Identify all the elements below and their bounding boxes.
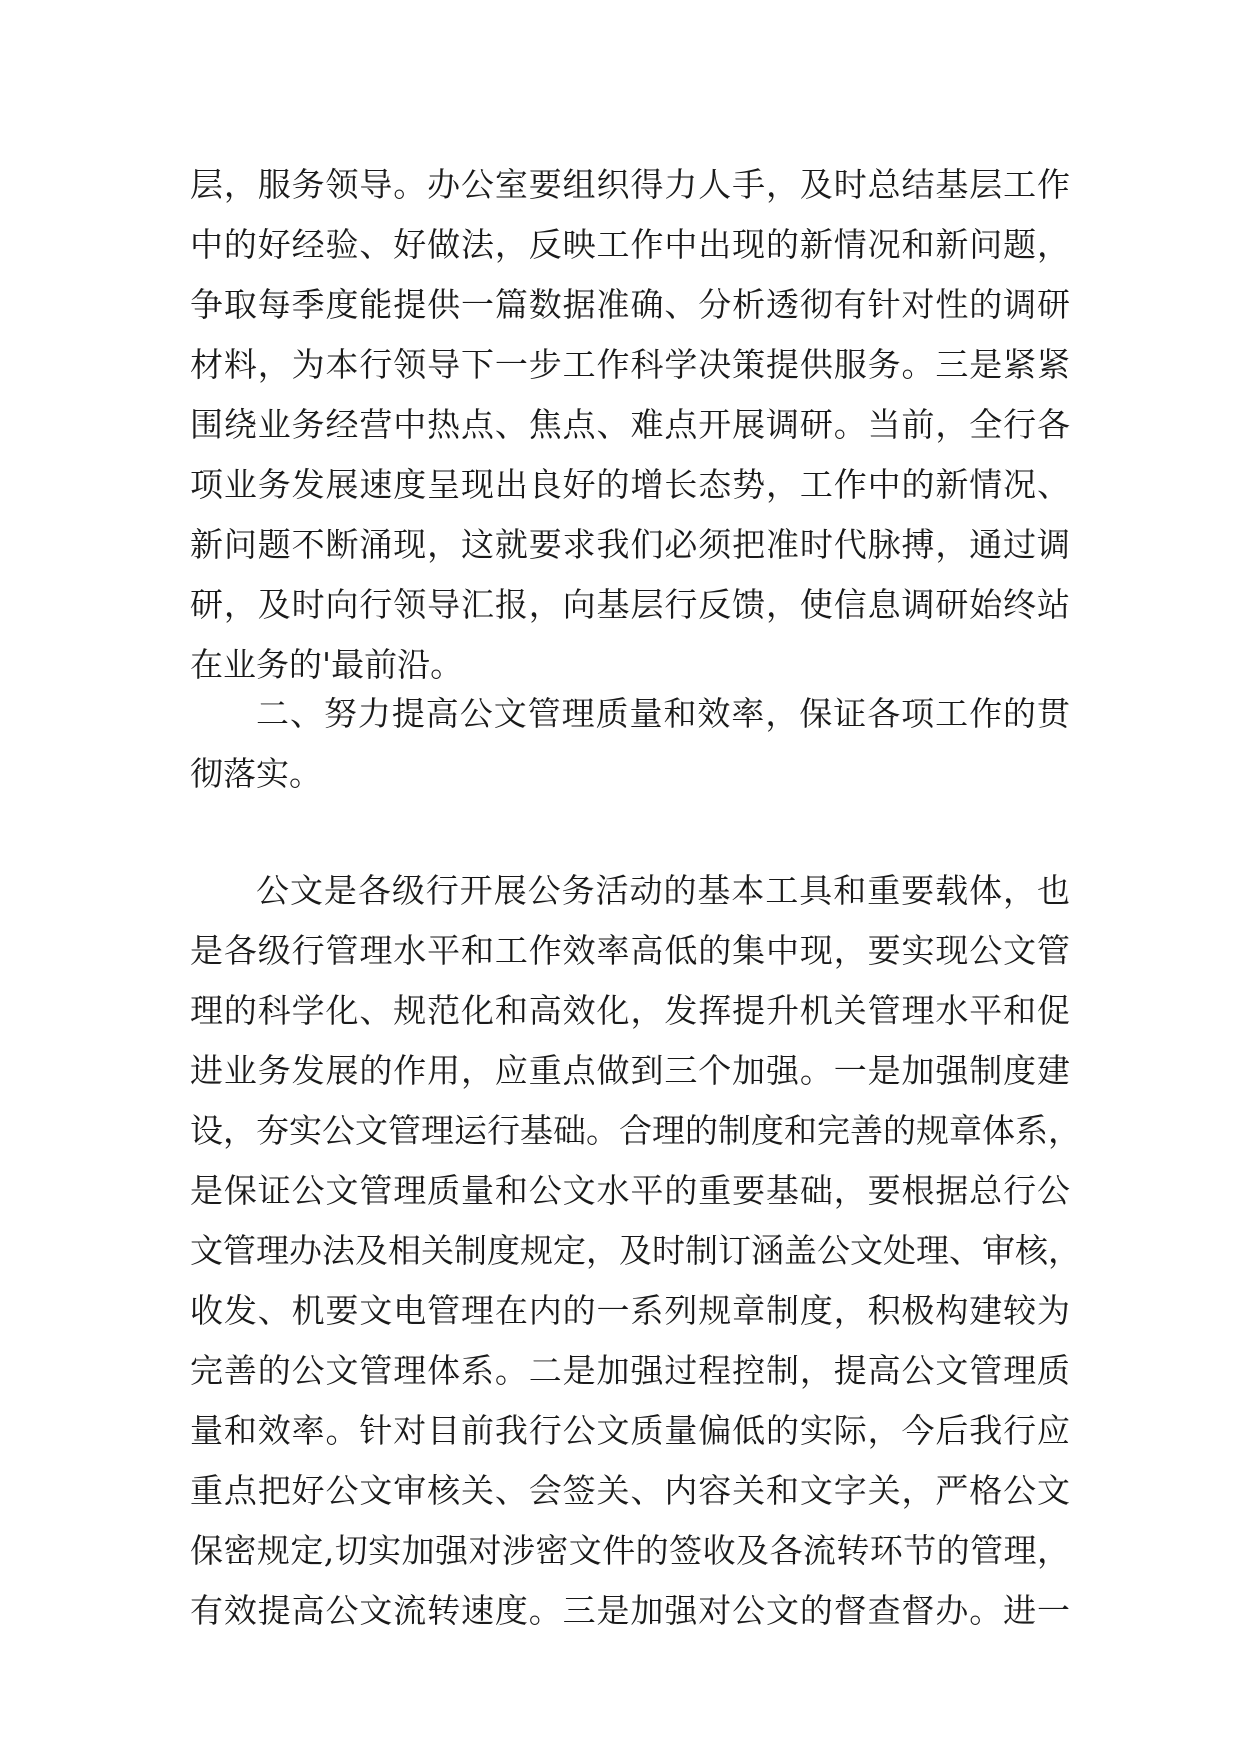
text-line: 研，及时向行领导汇报，向基层行反馈，使信息调研始终站 [190, 585, 1070, 624]
text-line: 项业务发展速度呈现出良好的增长态势，工作中的新情况、 [190, 465, 1070, 504]
text-line: 中的好经验、好做法，反映工作中出现的新情况和新问题， [190, 225, 1070, 264]
text-line: 进业务发展的作用，应重点做到三个加强。一是加强制度建 [190, 1051, 1070, 1090]
text-line: 彻落实。 [190, 754, 322, 793]
paragraph-document-management [190, 861, 1081, 1641]
text-line: 设，夯实公文管理运行基础。合理的制度和完善的规章体系， [190, 1111, 1081, 1150]
text-line: 争取每季度能提供一篇数据准确、分析透彻有针对性的调研 [190, 285, 1070, 324]
text-line: 围绕业务经营中热点、焦点、难点开展调研。当前，全行各 [190, 405, 1070, 444]
text-line: 有效提高公文流转速度。三是加强对公文的督查督办。进一 [190, 1591, 1070, 1630]
text-line: 保密规定,切实加强对涉密文件的签收及各流转环节的管理， [190, 1531, 1070, 1570]
text-line: 二、努力提高公文管理质量和效率，保证各项工作的贯 [256, 694, 1070, 733]
text-line: 文管理办法及相关制度规定，及时制订涵盖公文处理、审核， [190, 1231, 1081, 1270]
text-line: 是保证公文管理质量和公文水平的重要基础，要根据总行公 [190, 1171, 1070, 1210]
paragraph-research-continued [190, 155, 1070, 695]
text-line: 公文是各级行开展公务活动的基本工具和重要载体，也 [256, 871, 1070, 910]
text-line: 理的科学化、规范化和高效化，发挥提升机关管理水平和促 [190, 991, 1070, 1030]
text-line: 材料，为本行领导下一步工作科学决策提供服务。三是紧紧 [190, 345, 1070, 384]
text-line: 在业务的'最前沿。 [190, 645, 464, 684]
text-line: 收发、机要文电管理在内的一系列规章制度，积极构建较为 [190, 1291, 1070, 1330]
text-line: 量和效率。针对目前我行公文质量偏低的实际，今后我行应 [190, 1411, 1070, 1450]
text-line: 层，服务领导。办公室要组织得力人手，及时总结基层工作 [190, 165, 1070, 204]
text-line: 是各级行管理水平和工作效率高低的集中现，要实现公文管 [190, 931, 1070, 970]
section-heading-two [190, 684, 1070, 804]
text-line: 新问题不断涌现，这就要求我们必须把准时代脉搏，通过调 [190, 525, 1070, 564]
text-line: 重点把好公文审核关、会签关、内容关和文字关，严格公文 [190, 1471, 1070, 1510]
text-line: 完善的公文管理体系。二是加强过程控制，提高公文管理质 [190, 1351, 1070, 1390]
